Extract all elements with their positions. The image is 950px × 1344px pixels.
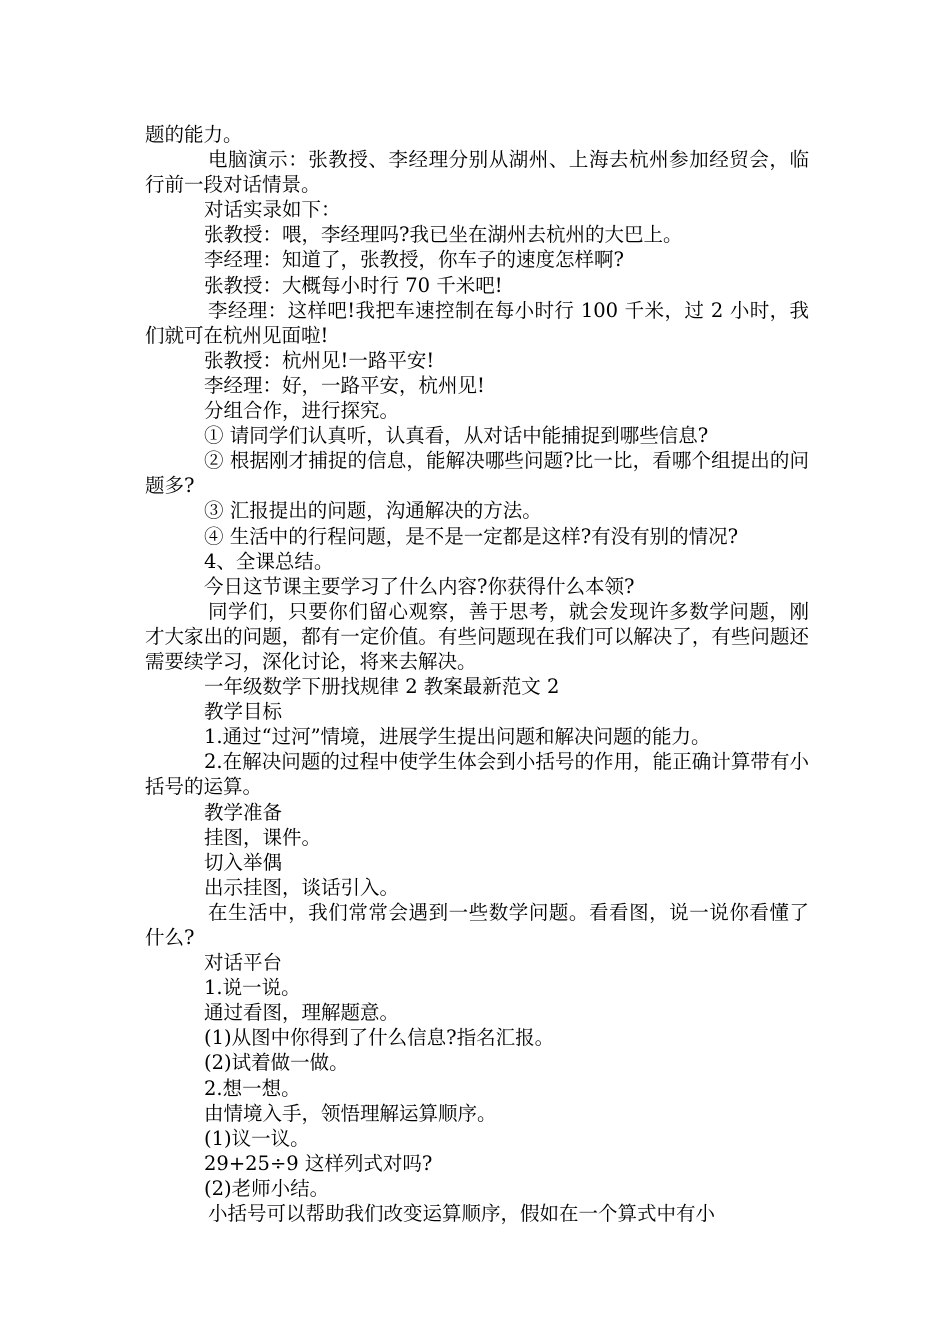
paragraph: 李经理：好，一路平安，杭州见!	[204, 373, 485, 397]
paragraph: ② 根据刚才捕捉的信息，能解决哪些问题?比一比，看哪个组提出的问题多?	[145, 449, 809, 498]
paragraph: 1.说一说。	[204, 976, 301, 1000]
paragraph: (1)议一议。	[204, 1126, 310, 1150]
paragraph: 4、全课总结。	[204, 549, 334, 573]
paragraph: 教学准备	[204, 800, 283, 824]
paragraph: 同学们，只要你们留心观察，善于思考，就会发现许多数学问题，刚才大家出的问题，都有一定价值。有些问题现在我们可以解决了，有些问题还需要续学习，深化讨论，将来去解决。	[145, 599, 809, 673]
paragraph: 挂图，课件。	[204, 825, 322, 849]
paragraph: ③ 汇报提出的问题，沟通解决的方法。	[204, 499, 542, 523]
paragraph: 题的能力。	[145, 123, 243, 146]
paragraph: 一年级数学下册找规律 2 教案最新范文 2	[204, 675, 560, 699]
paragraph: 张教授：喂，李经理吗?我已坐在湖州去杭州的大巴上。	[204, 223, 683, 247]
paragraph: 小括号可以帮助我们改变运算顺序，假如在一个算式中有小	[208, 1202, 716, 1226]
paragraph: 通过看图，理解题意。	[204, 1001, 400, 1025]
paragraph: 2.想一想。	[204, 1076, 301, 1100]
paragraph: (1)从图中你得到了什么信息?指名汇报。	[204, 1026, 555, 1050]
paragraph: 在生活中，我们常常会遇到一些数学问题。看看图，说一说你看懂了什么?	[145, 900, 809, 949]
paragraph: 张教授：大概每小时行 70 千米吧!	[204, 273, 503, 297]
paragraph: (2)试着做一做。	[204, 1051, 349, 1075]
paragraph: 2.在解决问题的过程中使学生体会到小括号的作用，能正确计算带有小括号的运算。	[145, 750, 809, 799]
paragraph: 切入举偶	[204, 850, 283, 874]
paragraph: ④ 生活中的行程问题，是不是一定都是这样?有没有别的情况?	[204, 524, 739, 548]
paragraph: 由情境入手，领悟理解运算顺序。	[204, 1101, 497, 1125]
paragraph: 分组合作，进行探究。	[204, 399, 400, 423]
paragraph: 张教授：杭州见!一路平安!	[204, 348, 435, 372]
document-body	[145, 122, 809, 1226]
paragraph: 1.通过“过河”情境，进展学生提出问题和解决问题的能力。	[204, 725, 711, 749]
paragraph: 对话平台	[204, 951, 283, 975]
paragraph: 出示挂图，谈话引入。	[204, 875, 400, 899]
paragraph: 李经理：这样吧!我把车速控制在每小时行 100 千米，过 2 小时，我们就可在杭州见面啦!	[145, 298, 809, 347]
paragraph: ① 请同学们认真听，认真看，从对话中能捕捉到哪些信息?	[204, 424, 709, 448]
paragraph: 电脑演示：张教授、李经理分别从湖州、上海去杭州参加经贸会，临行前一段对话情景。	[145, 148, 809, 197]
paragraph: 对话实录如下：	[204, 198, 341, 222]
paragraph: 教学目标	[204, 700, 283, 724]
paragraph: 29+25÷9 这样列式对吗?	[204, 1151, 433, 1175]
paragraph: 今日这节课主要学习了什么内容?你获得什么本领?	[204, 574, 635, 598]
paragraph: 李经理：知道了，张教授，你车子的速度怎样啊?	[204, 248, 624, 272]
paragraph: (2)老师小结。	[204, 1176, 330, 1200]
